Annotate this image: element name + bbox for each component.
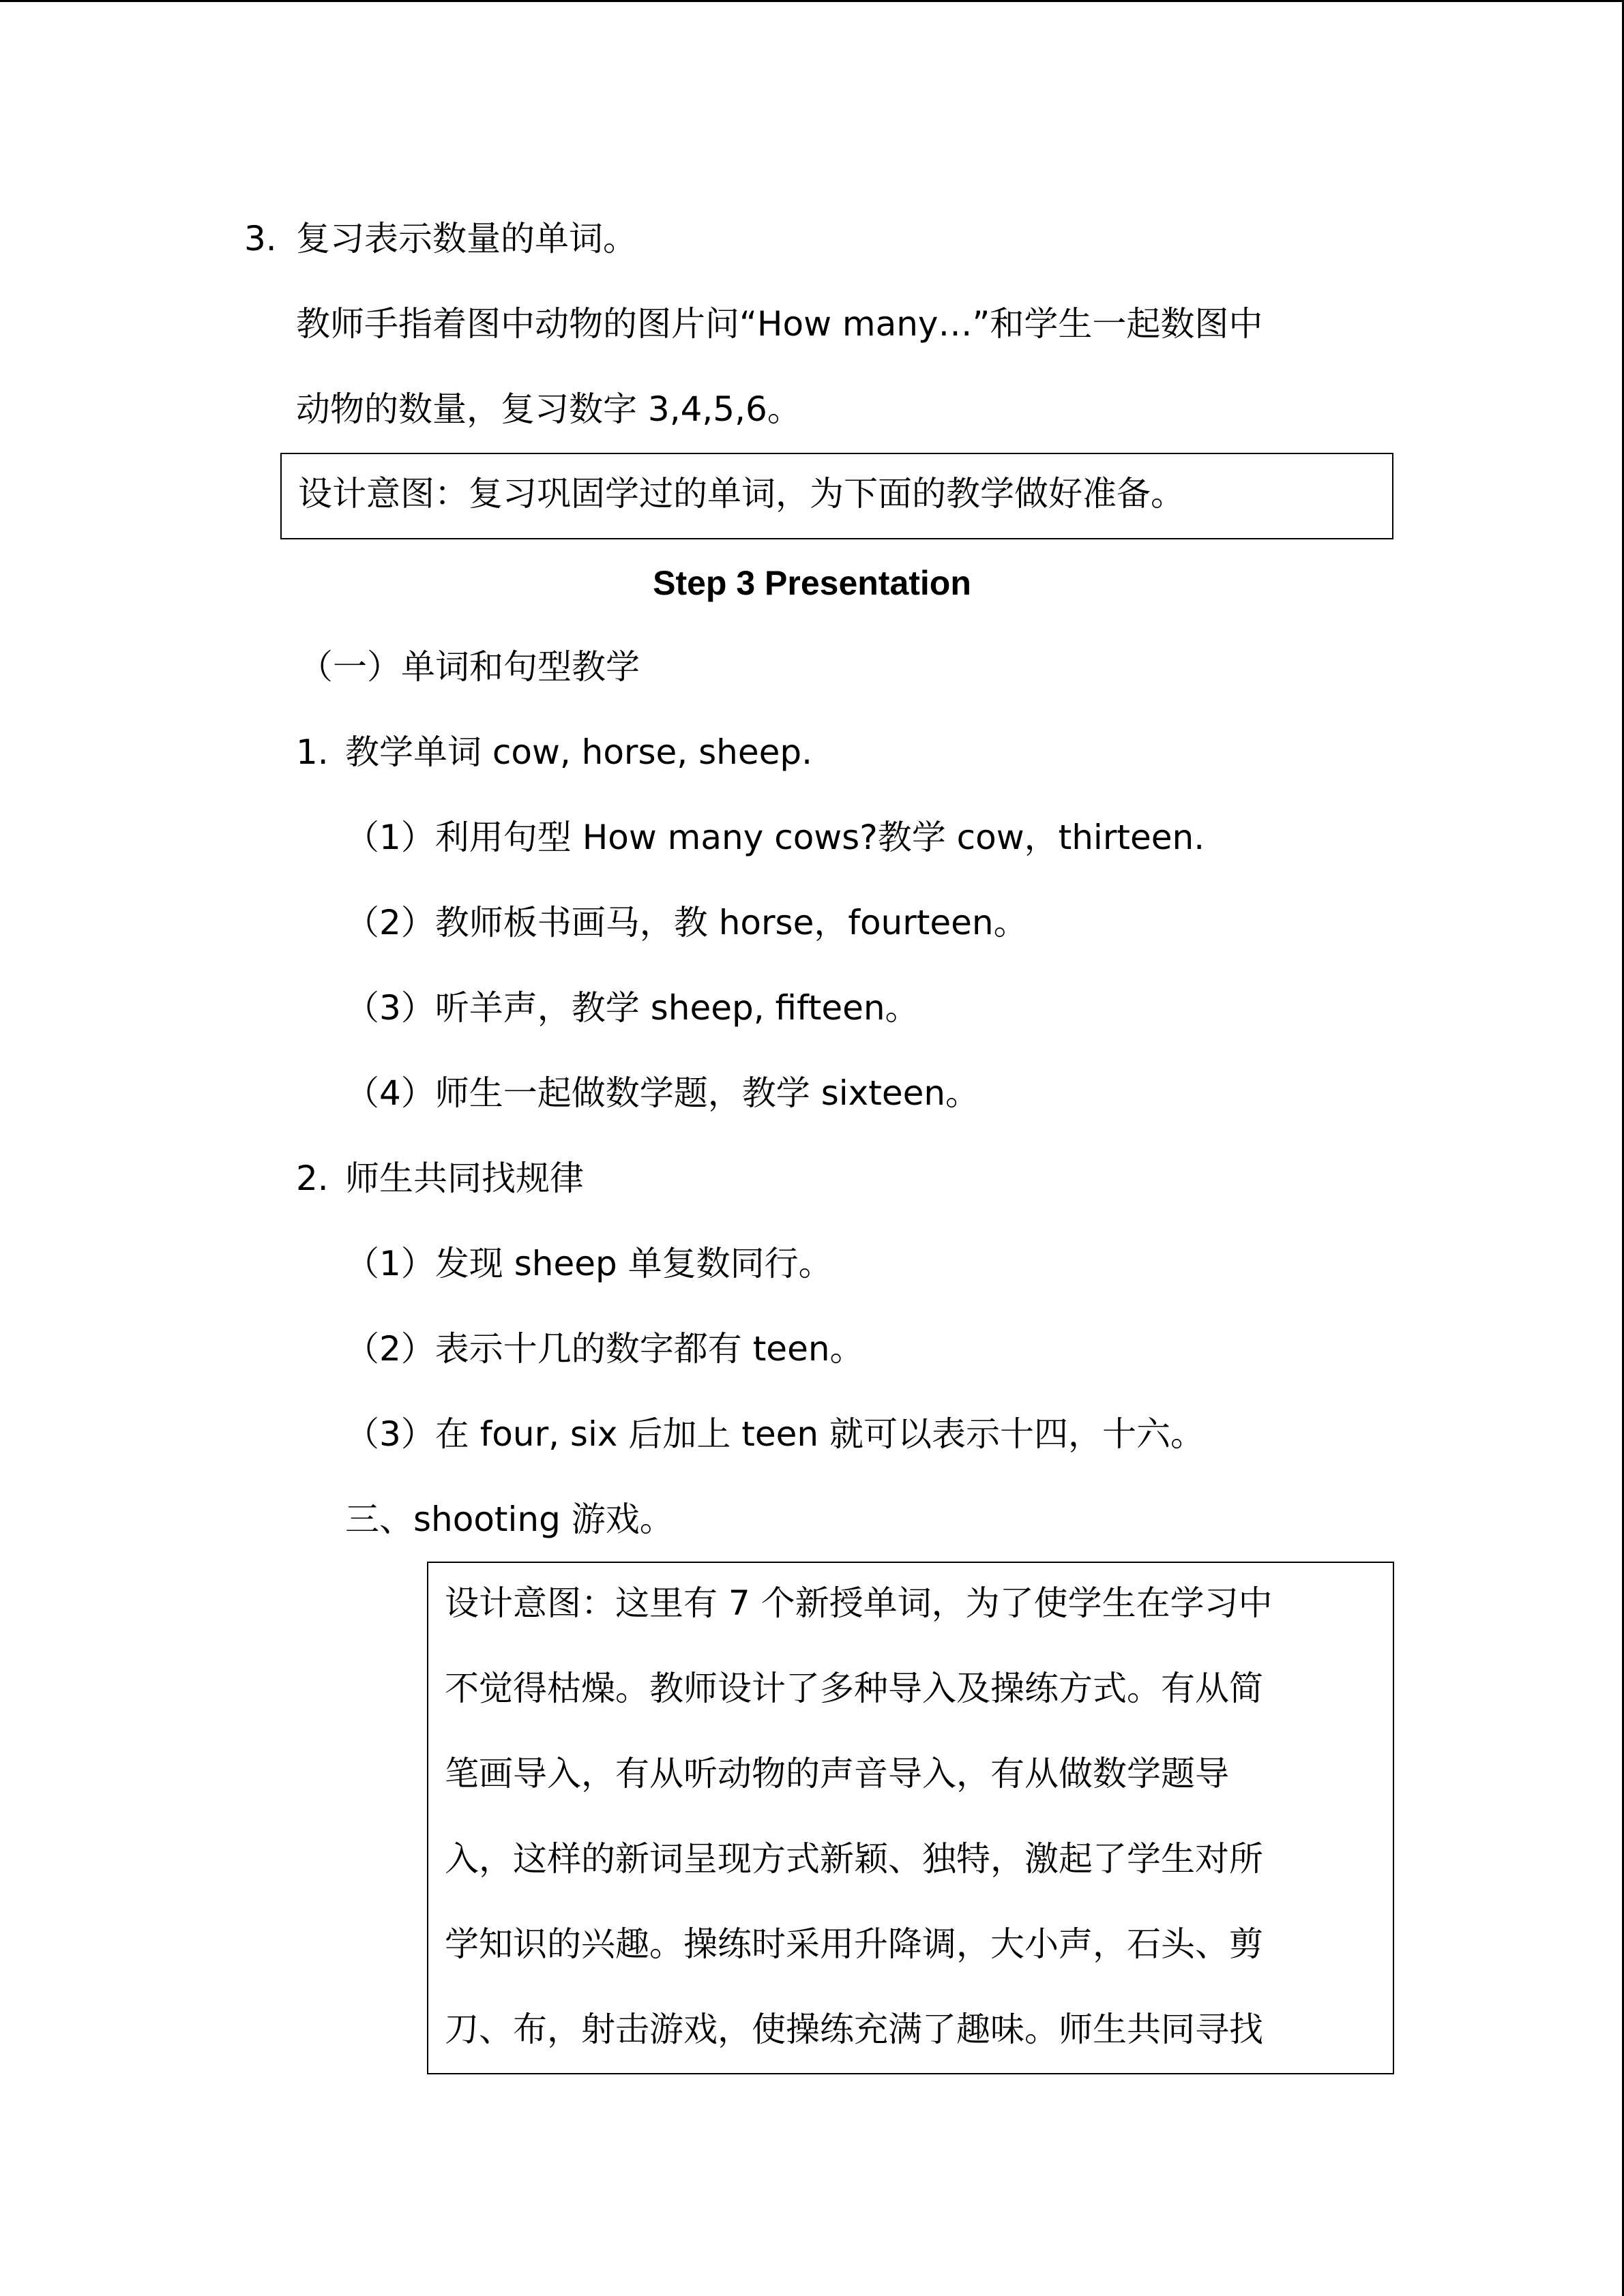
item-1-sub-2: （2）教师板书画马，教 horse，fourteen。 <box>345 903 1028 942</box>
section-3-number: 3. <box>244 219 277 258</box>
design-intent-box-1 <box>280 453 1393 539</box>
design-intent-box-2-line-3: 笔画导入，有从听动物的声音导入，有从做数学题导 <box>445 1754 1229 1793</box>
section-3-title: 复习表示数量的单词。 <box>296 219 637 258</box>
design-intent-box-2 <box>427 1562 1394 2074</box>
item-2-sub-3: （3）在 four, six 后加上 teen 就可以表示十四，十六。 <box>345 1414 1205 1454</box>
item-2-title: 师生共同找规律 <box>345 1159 584 1198</box>
item-1-sub-4: （4）师生一起做数学题，教学 sixteen。 <box>345 1073 980 1113</box>
item-1-title: 教学单词 cow, horse, sheep. <box>345 732 812 772</box>
step-3-heading: Step 3 Presentation <box>653 564 971 602</box>
design-intent-box-2-line-1: 设计意图：这里有 7 个新授单词，为了使学生在学习中 <box>445 1583 1273 1623</box>
page-top-border <box>0 0 1624 2</box>
item-2-sub-2: （2）表示十几的数字都有 teen。 <box>345 1329 864 1369</box>
design-intent-box-2-line-2: 不觉得枯燥。教师设计了多种导入及操练方式。有从简 <box>445 1669 1263 1708</box>
item-1-sub-1: （1）利用句型 How many cows?教学 cow，thirteen. <box>345 818 1205 857</box>
section-3-line-1: 教师手指着图中动物的图片问“How many…”和学生一起数图中 <box>296 304 1263 344</box>
design-intent-box-2-line-6: 刀、布，射击游戏，使操练充满了趣味。师生共同寻找 <box>445 2010 1263 2049</box>
item-1-sub-3: （3）听羊声，教学 sheep, fifteen。 <box>345 988 919 1028</box>
item-2-sub-1: （1）发现 sheep 单复数同行。 <box>345 1244 833 1283</box>
design-intent-box-1-text: 设计意图：复习巩固学过的单词，为下面的教学做好准备。 <box>298 474 1185 513</box>
item-1-number: 1. <box>296 732 329 772</box>
item-2-number: 2. <box>296 1159 329 1198</box>
design-intent-box-2-line-5: 学知识的兴趣。操练时采用升降调，大小声，石头、剪 <box>445 1924 1263 1964</box>
item-3-shooting-game: 三、shooting 游戏。 <box>345 1500 674 1539</box>
design-intent-box-2-line-4: 入，这样的新词呈现方式新颖、独特，激起了学生对所 <box>445 1839 1263 1879</box>
section-3-line-2: 动物的数量，复习数字 3,4,5,6。 <box>296 389 801 429</box>
part-one-title: （一）单词和句型教学 <box>299 647 640 687</box>
